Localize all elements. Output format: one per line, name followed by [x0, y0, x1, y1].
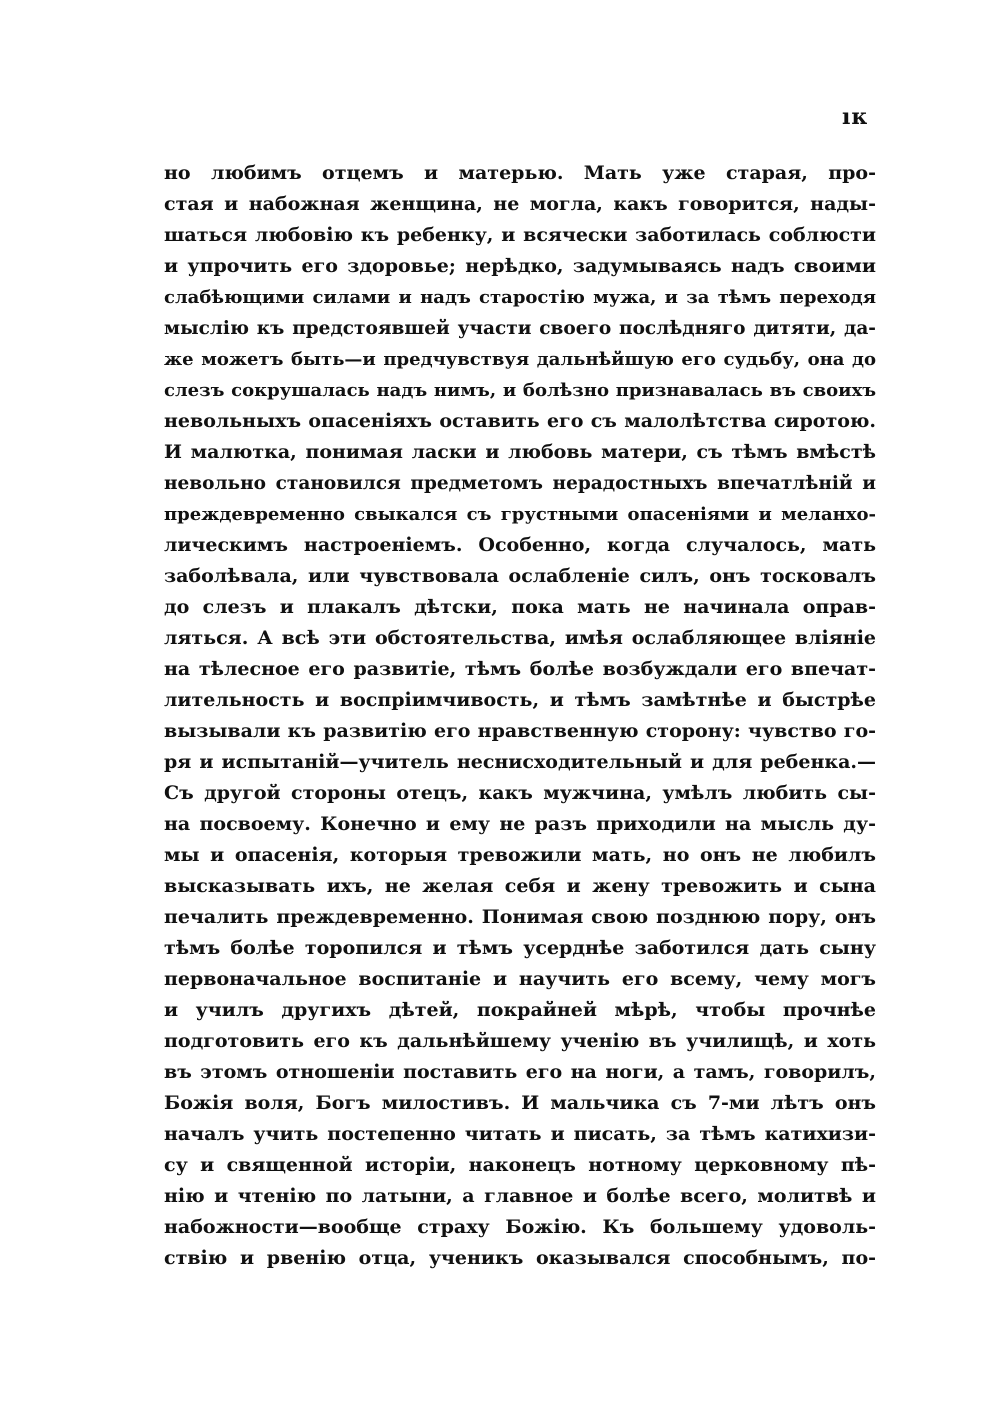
text-line: но любимъ отцемъ и матерью. Мать уже старая, про- [164, 162, 876, 184]
text-line: шаться любовію къ ребенку, и всячески заботилась соблюсти [164, 224, 876, 246]
text-line: И малютка, понимая ласки и любовь матери, съ тѣмъ вмѣстѣ [164, 441, 876, 463]
text-line: въ этомъ отношеніи поставить его на ноги, а тамъ, говорилъ, [164, 1061, 876, 1083]
text-line: вызывали къ развитію его нравственную сторону: чувство го- [164, 720, 876, 742]
body-text [164, 158, 876, 1274]
text-line: набожности—вообще страху Божію. Къ большему удоволь- [164, 1216, 876, 1238]
text-line: подготовить его къ дальнѣйшему ученію въ училищѣ, и хоть [164, 1030, 876, 1052]
text-line: лительность и воспріимчивость, и тѣмъ замѣтнѣе и быстрѣе [164, 689, 876, 711]
text-line: до слезъ и плакалъ дѣтски, пока мать не начинала оправ- [164, 596, 876, 618]
text-line: первоначальное воспитаніе и научить его всему, чему могъ [164, 968, 876, 990]
text-line: мыслію къ предстоявшей участи своего послѣдняго дитяти, да- [164, 318, 876, 339]
text-line: преждевременно свыкался съ грустными опасеніями и меланхо- [164, 504, 876, 525]
text-line: и училъ другихъ дѣтей, покрайней мѣрѣ, чтобы прочнѣе [164, 999, 876, 1021]
text-line: печалить преждевременно. Понимая свою позднюю пору, онъ [164, 906, 876, 928]
page-number: ıк [842, 104, 869, 130]
text-line: ляться. А всѣ эти обстоятельства, имѣя ослабляющее вліяніе [164, 627, 876, 649]
text-line: Божія воля, Богъ милостивъ. И мальчика съ 7-ми лѣтъ онъ [164, 1092, 876, 1114]
text-line: же можетъ быть—и предчувствуя дальнѣйшую его судьбу, она до [164, 349, 876, 370]
text-line: су и священной исторіи, наконецъ нотному церковному пѣ- [164, 1154, 876, 1176]
text-line: нію и чтенію по латыни, а главное и болѣе всего, молитвѣ и [164, 1185, 876, 1207]
text-line: высказывать ихъ, не желая себя и жену тревожить и сына [164, 875, 876, 897]
text-line: на тѣлесное его развитіе, тѣмъ болѣе возбуждали его впечат- [164, 658, 876, 680]
text-line: ствію и рвенію отца, ученикъ оказывался способнымъ, по- [164, 1247, 876, 1269]
text-line: на посвоему. Конечно и ему не разъ приходили на мысль ду- [164, 813, 876, 835]
text-line: слабѣющими силами и надъ старостію мужа, и за тѣмъ переходя [164, 287, 876, 308]
text-line: началъ учить постепенно читать и писать, за тѣмъ катихизи- [164, 1123, 876, 1145]
text-line: Съ другой стороны отецъ, какъ мужчина, умѣлъ любить сы- [164, 782, 876, 804]
text-line: слезъ сокрушалась надъ нимъ, и болѣзно признавалась въ своихъ [164, 380, 876, 401]
text-line: мы и опасенія, которыя тревожили мать, но онъ не любилъ [164, 844, 876, 866]
text-line: тѣмъ болѣе торопился и тѣмъ усерднѣе заботился дать сыну [164, 937, 876, 959]
text-line: и упрочить его здоровье; нерѣдко, задумываясь надъ своими [164, 255, 876, 277]
text-line: ря и испытаній—учитель неснисходительный и для ребенка.— [164, 751, 876, 773]
text-line: лическимъ настроеніемъ. Особенно, когда случалось, мать [164, 534, 876, 556]
text-line: невольно становился предметомъ нерадостныхъ впечатлѣній и [164, 473, 876, 494]
text-line: заболѣвала, или чувствовала ослабленіе силъ, онъ тосковалъ [164, 565, 876, 587]
text-line: стая и набожная женщина, не могла, какъ говорится, нады- [164, 193, 876, 215]
text-line: невольныхъ опасеніяхъ оставить его съ малолѣтства сиротою. [164, 410, 876, 432]
